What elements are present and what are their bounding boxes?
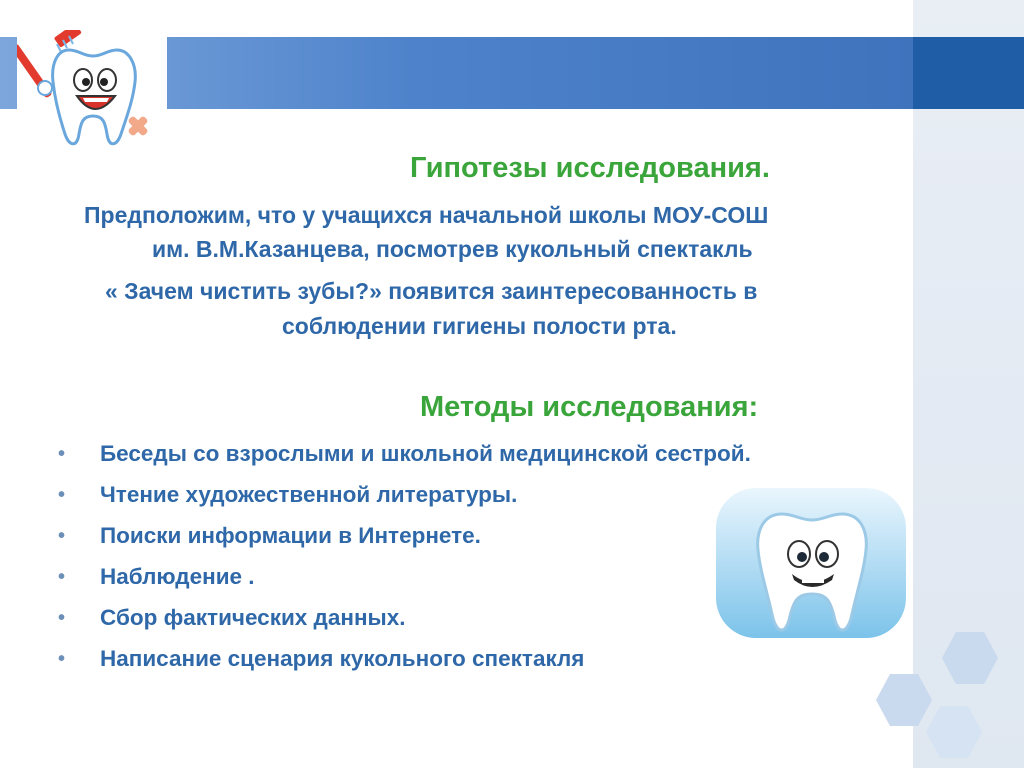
- method-text: Наблюдение .: [100, 564, 255, 589]
- tooth-with-toothbrush-icon: [17, 30, 167, 158]
- bullet-icon: •: [58, 484, 66, 506]
- bullet-icon: •: [58, 607, 66, 629]
- hypothesis-line-2: им. В.М.Казанцева, посмотрев кукольный спектакль: [152, 236, 753, 262]
- hypothesis-line-1: Предположим, что у учащихся начальной школы МОУ-СОШ: [84, 202, 769, 228]
- method-text: Беседы со взрослыми и школьной медицинской сестрой.: [100, 441, 751, 466]
- method-text: Поиски информации в Интернете.: [100, 523, 481, 548]
- hypothesis-line-4: соблюдении гигиены полости рта.: [282, 313, 677, 339]
- method-text: Чтение художественной литературы.: [100, 482, 518, 507]
- header-band-dark: [913, 37, 1024, 109]
- method-text: Сбор фактических данных.: [100, 605, 406, 630]
- bullet-icon: •: [58, 525, 66, 547]
- hexagon-decoration: [860, 628, 1024, 768]
- hypothesis-line-3: « Зачем чистить зубы?» появится заинтересованность в: [105, 278, 758, 304]
- bullet-icon: •: [58, 443, 66, 465]
- methods-title: Методы исследования:: [420, 391, 759, 423]
- method-text: Написание сценария кукольного спектакля: [100, 646, 585, 671]
- bullet-icon: •: [58, 648, 66, 670]
- hypothesis-title: Гипотезы исследования.: [410, 152, 770, 184]
- bullet-icon: •: [58, 566, 66, 588]
